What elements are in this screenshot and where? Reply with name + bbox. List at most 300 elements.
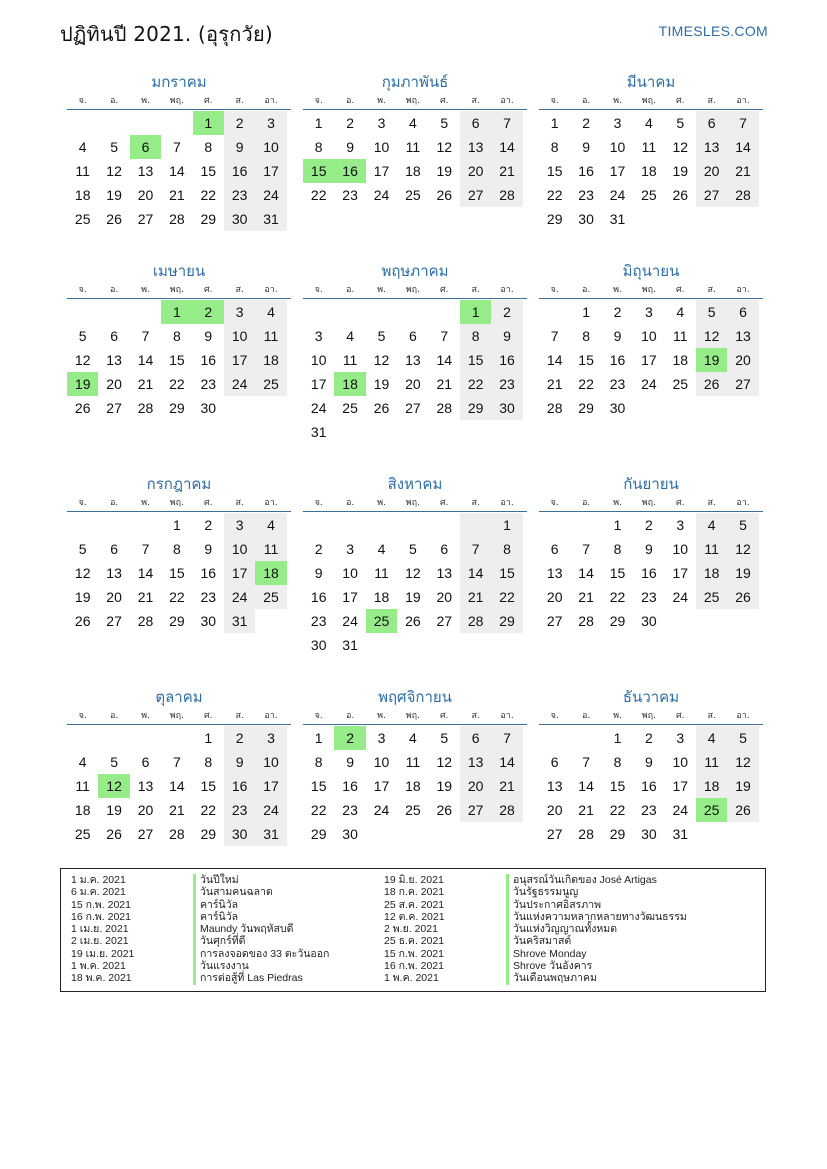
holiday-day-cell: 16 xyxy=(334,159,365,183)
weekday-label: จ. xyxy=(314,711,323,721)
weekday-label: จ. xyxy=(78,711,87,721)
day-cell: 29 xyxy=(169,400,185,416)
day-cell: 3 xyxy=(224,513,255,537)
day-cell: 8 xyxy=(314,754,323,770)
empty-day-cell xyxy=(98,726,129,750)
day-cell: 21 xyxy=(491,774,522,798)
day-cell: 25 xyxy=(342,400,358,416)
day-cell: 24 xyxy=(255,798,286,822)
day-cell: 24 xyxy=(310,400,327,416)
weekday-label: พฤ. xyxy=(405,285,420,295)
month-block xyxy=(67,261,291,420)
day-cell: 30 xyxy=(224,822,255,846)
day-cell: 15 xyxy=(578,352,594,368)
day-cell: 12 xyxy=(727,537,758,561)
day-cell: 31 xyxy=(310,424,327,440)
day-cell: 26 xyxy=(106,826,122,842)
holiday-row xyxy=(71,899,329,911)
day-cell: 27 xyxy=(137,826,154,842)
weekday-label: อ. xyxy=(109,711,119,721)
day-cell: 8 xyxy=(582,328,590,344)
day-grid xyxy=(539,513,763,633)
day-cell: 27 xyxy=(696,183,727,207)
day-cell: 7 xyxy=(141,328,150,344)
day-cell: 7 xyxy=(582,754,590,770)
day-cell: 7 xyxy=(440,328,449,344)
day-grid xyxy=(539,726,763,846)
day-cell: 30 xyxy=(224,207,255,231)
weekday-label: พฤ. xyxy=(405,711,420,721)
day-cell: 24 xyxy=(373,802,390,818)
holiday-date: 25 ส.ค. 2021 xyxy=(384,898,445,911)
day-cell: 19 xyxy=(672,163,689,179)
day-cell: 18 xyxy=(696,561,727,585)
weekday-label: อา. xyxy=(264,711,278,721)
day-cell: 30 xyxy=(578,211,594,227)
day-cell: 13 xyxy=(727,324,758,348)
day-cell: 28 xyxy=(137,400,154,416)
weekday-label: ส. xyxy=(707,498,716,508)
day-cell: 23 xyxy=(578,187,594,203)
day-cell: 29 xyxy=(578,400,594,416)
day-cell: 11 xyxy=(405,139,421,155)
empty-day-cell xyxy=(130,513,161,537)
day-cell: 29 xyxy=(491,609,522,633)
day-cell: 27 xyxy=(436,613,453,629)
day-cell: 25 xyxy=(672,376,689,392)
day-cell: 10 xyxy=(609,139,626,155)
day-cell: 13 xyxy=(137,163,154,179)
holiday-row xyxy=(384,935,687,947)
day-cell: 4 xyxy=(408,115,417,131)
day-cell: 13 xyxy=(436,565,453,581)
empty-day-cell xyxy=(539,726,570,750)
day-cell: 8 xyxy=(204,754,213,770)
weekday-label: พ. xyxy=(377,96,386,106)
weekday-label: จ. xyxy=(550,285,559,295)
holiday-date: 25 ธ.ค. 2021 xyxy=(384,935,445,948)
day-cell: 25 xyxy=(696,585,727,609)
day-cell: 8 xyxy=(613,754,622,770)
weekday-label: ส. xyxy=(235,498,244,508)
day-cell: 30 xyxy=(641,613,657,629)
holiday-row xyxy=(71,972,329,984)
weekday-header xyxy=(67,709,291,725)
holiday-row xyxy=(384,923,687,935)
day-cell: 16 xyxy=(200,352,217,368)
day-cell: 25 xyxy=(255,585,286,609)
day-cell: 21 xyxy=(460,585,491,609)
day-cell: 20 xyxy=(460,774,491,798)
day-cell: 11 xyxy=(75,163,90,179)
day-cell: 8 xyxy=(491,537,522,561)
month-name: มีนาคม xyxy=(626,73,676,91)
day-cell: 26 xyxy=(727,798,758,822)
day-cell: 22 xyxy=(169,376,185,392)
weekday-label: อา. xyxy=(736,498,750,508)
day-cell: 13 xyxy=(405,352,421,368)
day-cell: 27 xyxy=(106,400,122,416)
day-cell: 17 xyxy=(609,163,626,179)
day-cell: 1 xyxy=(314,115,323,131)
day-cell: 4 xyxy=(408,730,417,746)
day-cell: 19 xyxy=(436,163,453,179)
weekday-label: พฤ. xyxy=(169,498,184,508)
empty-day-cell xyxy=(130,300,161,324)
holiday-name: วันแห่งความหลากหลายทางวัฒนธรรม xyxy=(506,911,687,923)
weekday-header xyxy=(303,709,527,725)
day-cell: 15 xyxy=(460,348,491,372)
day-cell: 18 xyxy=(405,163,421,179)
day-cell: 7 xyxy=(582,541,590,557)
month-name: พฤษภาคม xyxy=(381,262,449,280)
day-cell: 26 xyxy=(696,372,727,396)
weekday-label: อา. xyxy=(500,711,514,721)
day-cell: 15 xyxy=(491,561,522,585)
weekday-label: อา. xyxy=(264,96,278,106)
holiday-row xyxy=(71,886,329,898)
holiday-day-cell: 1 xyxy=(460,300,491,324)
day-cell: 16 xyxy=(310,589,327,605)
month-name: มกราคม xyxy=(151,73,207,91)
holiday-date: 19 เม.ย. 2021 xyxy=(71,947,135,960)
day-cell: 2 xyxy=(491,300,522,324)
weekday-label: อ. xyxy=(581,96,591,106)
day-cell: 7 xyxy=(550,328,559,344)
weekday-header xyxy=(303,283,527,299)
day-cell: 9 xyxy=(346,754,354,770)
empty-day-cell xyxy=(303,513,334,537)
weekday-label: พ. xyxy=(141,498,150,508)
day-cell: 26 xyxy=(74,613,91,629)
month-name: สิงหาคม xyxy=(387,475,443,493)
day-cell: 26 xyxy=(405,613,421,629)
day-cell: 11 xyxy=(696,750,727,774)
day-cell: 15 xyxy=(200,163,217,179)
day-cell: 27 xyxy=(546,613,563,629)
empty-day-cell xyxy=(570,513,601,537)
day-cell: 26 xyxy=(373,400,390,416)
holiday-list-right xyxy=(384,874,687,985)
day-cell: 15 xyxy=(169,352,185,368)
weekday-label: พ. xyxy=(613,96,622,106)
day-cell: 20 xyxy=(727,348,758,372)
page-title: ปฏิทินปี 2021. (อุรุกวัย) xyxy=(60,22,273,46)
day-cell: 24 xyxy=(255,183,286,207)
day-cell: 18 xyxy=(74,802,91,818)
weekday-label: ส. xyxy=(235,285,244,295)
month-block xyxy=(67,687,291,846)
empty-day-cell xyxy=(67,111,98,135)
holiday-row xyxy=(384,972,687,984)
holiday-date: 18 ก.ค. 2021 xyxy=(384,886,445,899)
day-cell: 2 xyxy=(314,541,323,557)
holiday-day-cell: 19 xyxy=(696,348,727,372)
day-cell: 6 xyxy=(110,541,118,557)
day-cell: 14 xyxy=(460,561,491,585)
holiday-name: วันปีใหม่ xyxy=(193,874,239,886)
month-block xyxy=(539,261,763,420)
weekday-label: ศ. xyxy=(439,711,449,721)
weekday-label: ส. xyxy=(707,711,716,721)
day-cell: 20 xyxy=(106,376,122,392)
day-cell: 21 xyxy=(546,376,563,392)
day-cell: 24 xyxy=(672,589,689,605)
day-cell: 9 xyxy=(613,328,622,344)
day-cell: 18 xyxy=(641,163,657,179)
day-cell: 14 xyxy=(169,778,185,794)
day-cell: 31 xyxy=(672,826,689,842)
day-cell: 14 xyxy=(137,565,154,581)
day-cell: 19 xyxy=(727,774,758,798)
day-cell: 24 xyxy=(224,372,255,396)
weekday-label: พฤ. xyxy=(641,498,656,508)
holiday-row xyxy=(384,960,687,972)
weekday-label: พ. xyxy=(613,285,622,295)
day-cell: 2 xyxy=(582,115,590,131)
day-cell: 17 xyxy=(342,589,358,605)
day-cell: 9 xyxy=(204,541,213,557)
month-name: กันยายน xyxy=(623,475,679,493)
weekday-header xyxy=(303,496,527,512)
holiday-list xyxy=(60,868,766,992)
day-cell: 20 xyxy=(460,159,491,183)
weekday-label: ศ. xyxy=(203,498,213,508)
day-cell: 15 xyxy=(546,163,563,179)
empty-day-cell xyxy=(570,726,601,750)
holiday-name: วันรัฐธรรมนูญ xyxy=(506,886,578,898)
day-cell: 5 xyxy=(676,115,685,131)
day-cell: 6 xyxy=(460,111,491,135)
day-cell: 10 xyxy=(255,750,286,774)
brand-link[interactable]: TIMESLES.COM xyxy=(658,23,768,39)
weekday-header xyxy=(539,94,763,110)
day-cell: 22 xyxy=(491,585,522,609)
day-cell: 24 xyxy=(373,187,390,203)
day-cell: 29 xyxy=(460,396,491,420)
weekday-label: จ. xyxy=(78,96,87,106)
weekday-label: ส. xyxy=(471,498,480,508)
day-cell: 2 xyxy=(224,726,255,750)
day-cell: 6 xyxy=(550,754,559,770)
weekday-label: อ. xyxy=(109,498,119,508)
day-cell: 28 xyxy=(436,400,453,416)
day-cell: 1 xyxy=(204,730,213,746)
holiday-day-cell: 2 xyxy=(193,300,224,324)
empty-day-cell xyxy=(539,513,570,537)
day-cell: 11 xyxy=(374,565,389,581)
weekday-label: อา. xyxy=(736,96,750,106)
day-cell: 30 xyxy=(200,400,217,416)
day-cell: 17 xyxy=(672,565,689,581)
empty-day-cell xyxy=(366,300,397,324)
weekday-label: ส. xyxy=(707,96,716,106)
weekday-label: ส. xyxy=(471,285,480,295)
holiday-date: 18 พ.ค. 2021 xyxy=(71,972,132,985)
weekday-label: อา. xyxy=(500,285,514,295)
weekday-label: พฤ. xyxy=(641,96,656,106)
day-cell: 4 xyxy=(696,726,727,750)
day-cell: 21 xyxy=(727,159,758,183)
weekday-header xyxy=(67,283,291,299)
holiday-row xyxy=(71,948,329,960)
day-cell: 4 xyxy=(78,139,87,155)
day-cell: 6 xyxy=(110,328,118,344)
day-cell: 19 xyxy=(436,778,453,794)
holiday-name: คาร์นิวัล xyxy=(193,899,238,911)
day-cell: 7 xyxy=(491,111,522,135)
day-cell: 25 xyxy=(74,826,91,842)
empty-day-cell xyxy=(98,513,129,537)
day-cell: 9 xyxy=(224,750,255,774)
day-cell: 29 xyxy=(310,826,327,842)
day-cell: 28 xyxy=(169,211,185,227)
day-cell: 21 xyxy=(578,802,594,818)
weekday-label: อ. xyxy=(109,96,119,106)
day-cell: 26 xyxy=(672,187,689,203)
day-grid xyxy=(67,300,291,420)
day-cell: 14 xyxy=(137,352,154,368)
day-cell: 28 xyxy=(546,400,563,416)
holiday-row xyxy=(384,874,687,886)
day-cell: 13 xyxy=(137,778,154,794)
weekday-label: ศ. xyxy=(203,711,213,721)
day-cell: 30 xyxy=(200,613,217,629)
day-cell: 12 xyxy=(436,139,453,155)
day-cell: 7 xyxy=(172,139,181,155)
day-cell: 21 xyxy=(137,376,154,392)
day-cell: 23 xyxy=(200,376,217,392)
day-cell: 3 xyxy=(613,115,622,131)
day-cell: 2 xyxy=(644,517,653,533)
day-cell: 4 xyxy=(78,754,87,770)
day-cell: 16 xyxy=(578,163,594,179)
day-cell: 27 xyxy=(460,183,491,207)
holiday-row xyxy=(71,874,329,886)
day-cell: 26 xyxy=(436,187,453,203)
day-cell: 17 xyxy=(255,774,286,798)
day-cell: 6 xyxy=(141,754,150,770)
day-cell: 17 xyxy=(224,348,255,372)
day-cell: 20 xyxy=(696,159,727,183)
weekday-label: พฤ. xyxy=(169,96,184,106)
day-cell: 3 xyxy=(644,304,653,320)
day-grid xyxy=(303,726,527,846)
day-cell: 8 xyxy=(314,139,323,155)
weekday-label: อา. xyxy=(264,498,278,508)
weekday-label: อ. xyxy=(345,285,355,295)
day-cell: 16 xyxy=(491,348,522,372)
holiday-row xyxy=(71,935,329,947)
day-cell: 8 xyxy=(172,328,181,344)
day-cell: 4 xyxy=(644,115,653,131)
day-cell: 3 xyxy=(676,517,685,533)
day-cell: 3 xyxy=(377,730,386,746)
weekday-label: ส. xyxy=(235,711,244,721)
weekday-label: พฤ. xyxy=(641,711,656,721)
day-cell: 20 xyxy=(106,589,122,605)
day-cell: 10 xyxy=(373,139,390,155)
weekday-label: พ. xyxy=(141,285,150,295)
day-cell: 23 xyxy=(641,589,657,605)
day-cell: 1 xyxy=(613,517,622,533)
day-cell: 22 xyxy=(310,187,327,203)
day-cell: 17 xyxy=(641,352,657,368)
holiday-date: 1 พ.ค. 2021 xyxy=(71,960,126,973)
day-cell: 1 xyxy=(172,517,181,533)
weekday-label: พ. xyxy=(141,96,150,106)
day-cell: 2 xyxy=(613,304,622,320)
month-block xyxy=(539,72,763,231)
day-cell: 3 xyxy=(314,328,323,344)
day-cell: 29 xyxy=(609,826,626,842)
day-cell: 14 xyxy=(169,163,185,179)
month-block xyxy=(539,687,763,846)
day-cell: 16 xyxy=(641,778,657,794)
month-block xyxy=(67,72,291,231)
holiday-day-cell: 18 xyxy=(334,372,365,396)
month-name: มิถุนายน xyxy=(622,262,680,280)
empty-day-cell xyxy=(161,726,192,750)
weekday-label: อ. xyxy=(345,96,355,106)
holiday-row xyxy=(384,886,687,898)
day-cell: 20 xyxy=(546,802,563,818)
day-cell: 22 xyxy=(578,376,594,392)
day-cell: 30 xyxy=(342,826,358,842)
day-cell: 17 xyxy=(672,778,689,794)
day-cell: 4 xyxy=(346,328,354,344)
day-cell: 21 xyxy=(436,376,453,392)
day-cell: 9 xyxy=(346,139,354,155)
day-cell: 29 xyxy=(169,613,185,629)
day-cell: 5 xyxy=(696,300,727,324)
day-cell: 3 xyxy=(676,730,685,746)
day-cell: 30 xyxy=(641,826,657,842)
day-cell: 27 xyxy=(405,400,421,416)
day-cell: 9 xyxy=(582,139,590,155)
holiday-date: 16 ก.พ. 2021 xyxy=(384,960,444,973)
day-cell: 13 xyxy=(546,778,563,794)
day-cell: 17 xyxy=(373,163,390,179)
day-cell: 3 xyxy=(255,111,286,135)
day-cell: 31 xyxy=(255,207,286,231)
day-cell: 3 xyxy=(255,726,286,750)
day-cell: 9 xyxy=(204,328,213,344)
holiday-day-cell: 6 xyxy=(130,135,161,159)
weekday-label: อา. xyxy=(736,711,750,721)
day-cell: 31 xyxy=(224,609,255,633)
day-cell: 5 xyxy=(110,754,118,770)
day-cell: 6 xyxy=(440,541,449,557)
weekday-label: ศ. xyxy=(675,498,685,508)
day-cell: 25 xyxy=(255,372,286,396)
day-cell: 22 xyxy=(460,372,491,396)
day-cell: 28 xyxy=(460,609,491,633)
day-cell: 20 xyxy=(405,376,421,392)
month-block xyxy=(303,687,527,846)
month-name: กรกฎาคม xyxy=(146,475,212,493)
day-cell: 20 xyxy=(137,802,154,818)
day-cell: 14 xyxy=(546,352,563,368)
weekday-label: จ. xyxy=(314,285,323,295)
day-cell: 5 xyxy=(727,513,758,537)
day-cell: 30 xyxy=(310,637,327,653)
day-cell: 25 xyxy=(74,211,91,227)
day-cell: 26 xyxy=(727,585,758,609)
weekday-label: ศ. xyxy=(675,285,685,295)
weekday-label: อ. xyxy=(581,711,591,721)
day-cell: 1 xyxy=(491,513,522,537)
